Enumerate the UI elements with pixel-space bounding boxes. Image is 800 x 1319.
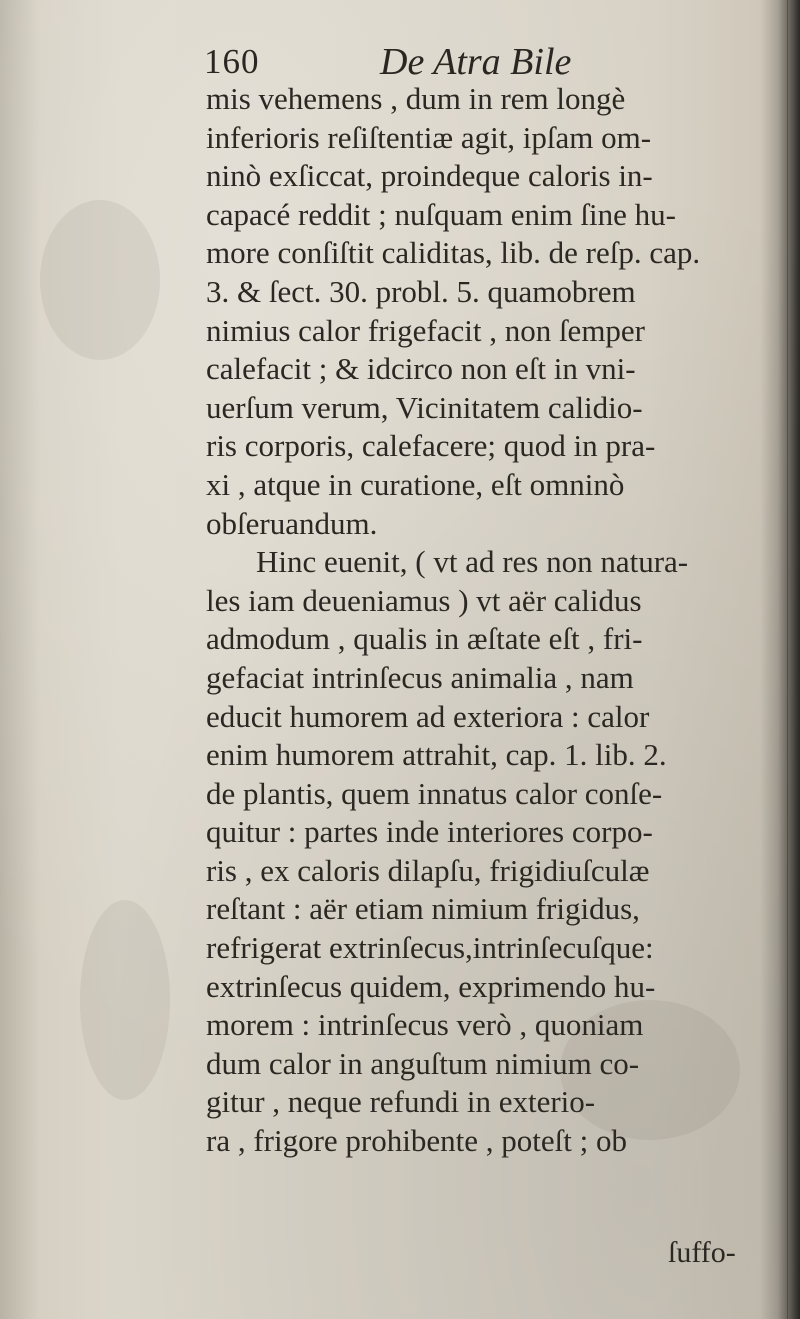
text-line: les iam deueniamus ) vt aër calidus xyxy=(206,582,642,618)
text-line: ris , ex caloris dilapſu, frigidiuſculæ xyxy=(206,852,650,888)
text-line: morem : intrinſecus verò , quoniam xyxy=(206,1007,644,1043)
text-line: ninò exſiccat, proindeque caloris in- xyxy=(206,158,653,194)
text-line: gefaciat intrinſecus animalia , nam xyxy=(206,659,634,695)
text-line: de plantis, quem innatus calor conſe- xyxy=(206,775,663,811)
text-line: educit humorem ad exteriora : calor xyxy=(206,698,650,734)
body-text xyxy=(206,80,766,1161)
catchword: ſuffo- xyxy=(668,1236,736,1269)
paper-stain xyxy=(80,900,170,1100)
text-line: ra , frigore prohibente , poteſt ; ob xyxy=(206,1123,627,1159)
text-line: calefacit ; & idcirco non eſt in vni- xyxy=(206,351,636,387)
text-line: more conſiſtit caliditas, lib. de reſp. cap. xyxy=(206,235,701,271)
paragraph-first-line: Hinc euenit, ( vt ad res non natura- xyxy=(256,544,689,580)
text-line: mis vehemens , dum in rem longè xyxy=(206,81,626,116)
text-line: quitur : partes inde interiores corpo- xyxy=(206,814,653,850)
text-line: ris corporis, calefacere; quod in pra- xyxy=(206,428,656,464)
text-line: obſeruandum. xyxy=(206,505,378,541)
running-title: De Atra Bile xyxy=(380,41,572,83)
text-line: inferioris reſiſtentiæ agit, ipſam om- xyxy=(206,119,652,155)
text-line: capacé reddit ; nuſquam enim ſine hu- xyxy=(206,196,676,232)
text-line: admodum , qualis in æſtate eſt , fri- xyxy=(206,621,643,657)
text-line: enim humorem attrahit, cap. 1. lib. 2. xyxy=(206,737,667,773)
text-line: refrigerat extrinſecus,intrinſecuſque: xyxy=(206,930,654,966)
text-line: 3. & ſect. 30. probl. 5. quamobrem xyxy=(206,273,636,309)
page-gutter-shadow xyxy=(778,0,800,1319)
text-line: reſtant : aër etiam nimium frigidus, xyxy=(206,891,640,927)
paper-stain xyxy=(40,200,160,360)
text-line: xi , atque in curatione, eſt omninò xyxy=(206,466,625,502)
text-line: dum calor in anguſtum nimium co- xyxy=(206,1045,640,1081)
page-number: 160 xyxy=(204,42,260,81)
text-line: gitur , neque refundi in exterio- xyxy=(206,1084,596,1120)
text-line: uerſum verum, Vicinitatem calidio- xyxy=(206,389,643,425)
text-line: nimius calor frigefacit , non ſemper xyxy=(206,312,646,348)
text-line: extrinſecus quidem, exprimendo hu- xyxy=(206,968,656,1004)
